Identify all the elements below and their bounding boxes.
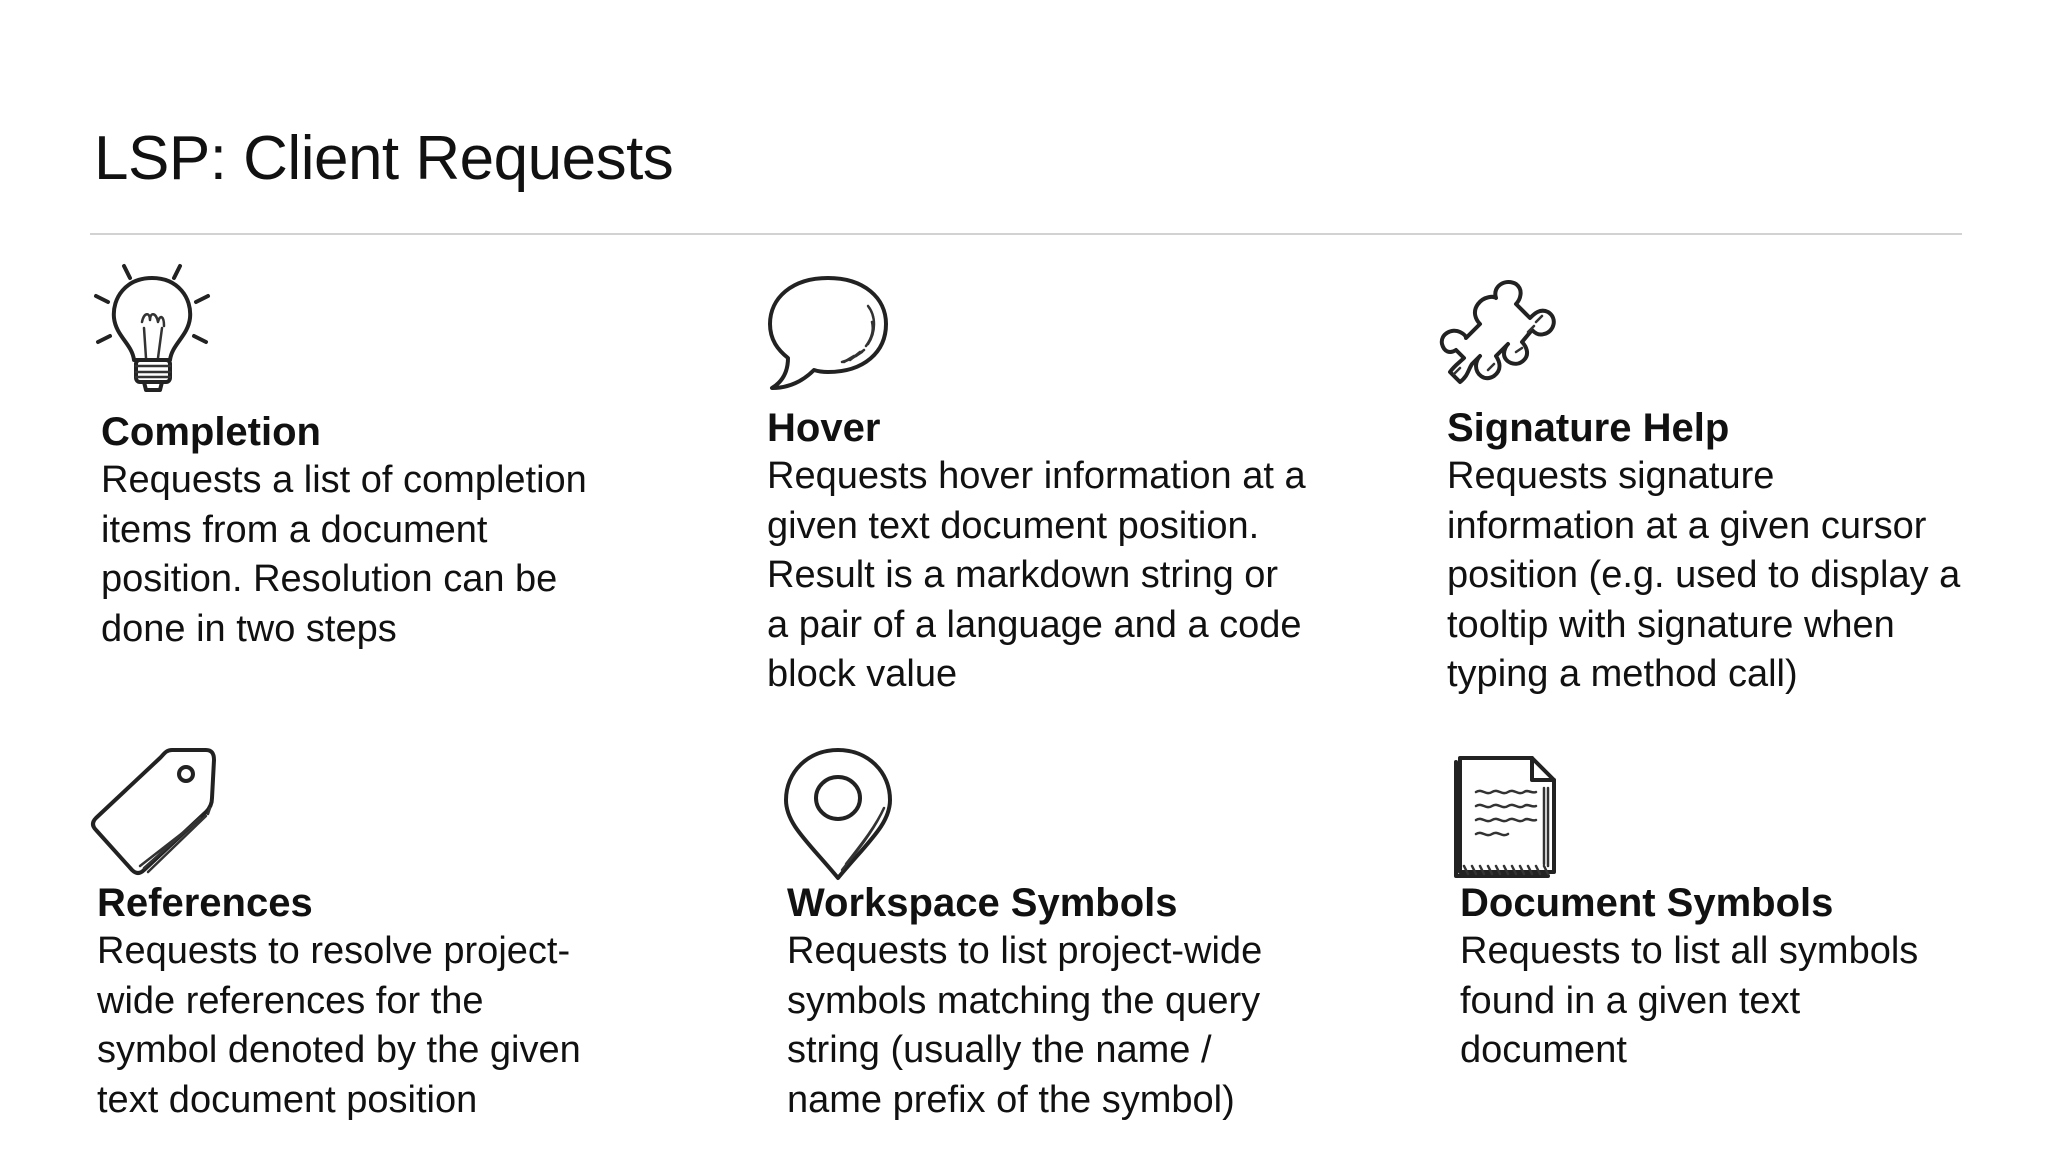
item-workspace-symbols <box>787 879 1262 1125</box>
item-title: Signature Help <box>1447 406 1730 450</box>
description-line: given text document position. <box>767 504 1260 547</box>
description-line: tooltip with signature when <box>1447 603 1895 646</box>
item-title: Completion <box>101 410 321 454</box>
item-title: Document Symbols <box>1460 881 1834 925</box>
tag-icon <box>86 742 226 882</box>
lightbulb-icon <box>86 256 226 396</box>
description-line: wide references for the <box>97 979 484 1022</box>
description-line: block value <box>767 653 958 695</box>
description-line: Requests to list project-wide <box>787 930 1263 972</box>
item-signature-help <box>1447 404 1960 700</box>
description-line: name prefix of the symbol) <box>787 1078 1235 1121</box>
description-line: typing a method call) <box>1447 653 1798 695</box>
puzzle-piece-icon <box>1436 270 1576 410</box>
description-line: found in a given text <box>1460 979 1801 1022</box>
item-description <box>97 927 581 1125</box>
item-references <box>97 879 581 1125</box>
document-icon <box>1448 748 1588 888</box>
description-line: symbol denoted by the given <box>97 1029 581 1071</box>
description-line: Requests signature <box>1447 455 1775 497</box>
item-title: Hover <box>767 406 881 450</box>
title-divider <box>90 233 1962 235</box>
description-line: information at a given cursor <box>1447 504 1927 547</box>
description-line: symbols matching the query <box>787 979 1261 1022</box>
description-line: done in two steps <box>101 607 397 650</box>
item-description <box>787 927 1262 1125</box>
item-hover <box>767 404 1306 700</box>
item-document-symbols <box>1460 879 1918 1076</box>
description-line: text document position <box>97 1078 478 1121</box>
description-line: Result is a markdown string or <box>767 554 1279 596</box>
item-completion <box>101 408 587 654</box>
item-description <box>1447 452 1960 700</box>
item-description <box>767 452 1306 700</box>
description-line: string (usually the name / <box>787 1029 1212 1071</box>
item-description <box>1460 927 1918 1076</box>
description-line: position. Resolution can be <box>101 558 558 600</box>
description-line: items from a document <box>101 508 488 551</box>
description-line: Requests hover information at a <box>767 455 1306 497</box>
description-line: a pair of a language and a code <box>767 603 1302 646</box>
item-title: Workspace Symbols <box>787 881 1178 925</box>
location-pin-icon <box>768 742 908 882</box>
description-line: position (e.g. used to display a <box>1447 554 1961 596</box>
description-line: document <box>1460 1029 1627 1071</box>
item-description <box>101 456 587 654</box>
description-line: Requests a list of completion <box>101 459 587 501</box>
slide-title: LSP: Client Requests <box>94 124 674 193</box>
description-line: Requests to list all symbols <box>1460 930 1919 972</box>
description-line: Requests to resolve project- <box>97 930 571 972</box>
item-title: References <box>97 881 313 925</box>
speech-bubble-icon <box>758 266 898 406</box>
